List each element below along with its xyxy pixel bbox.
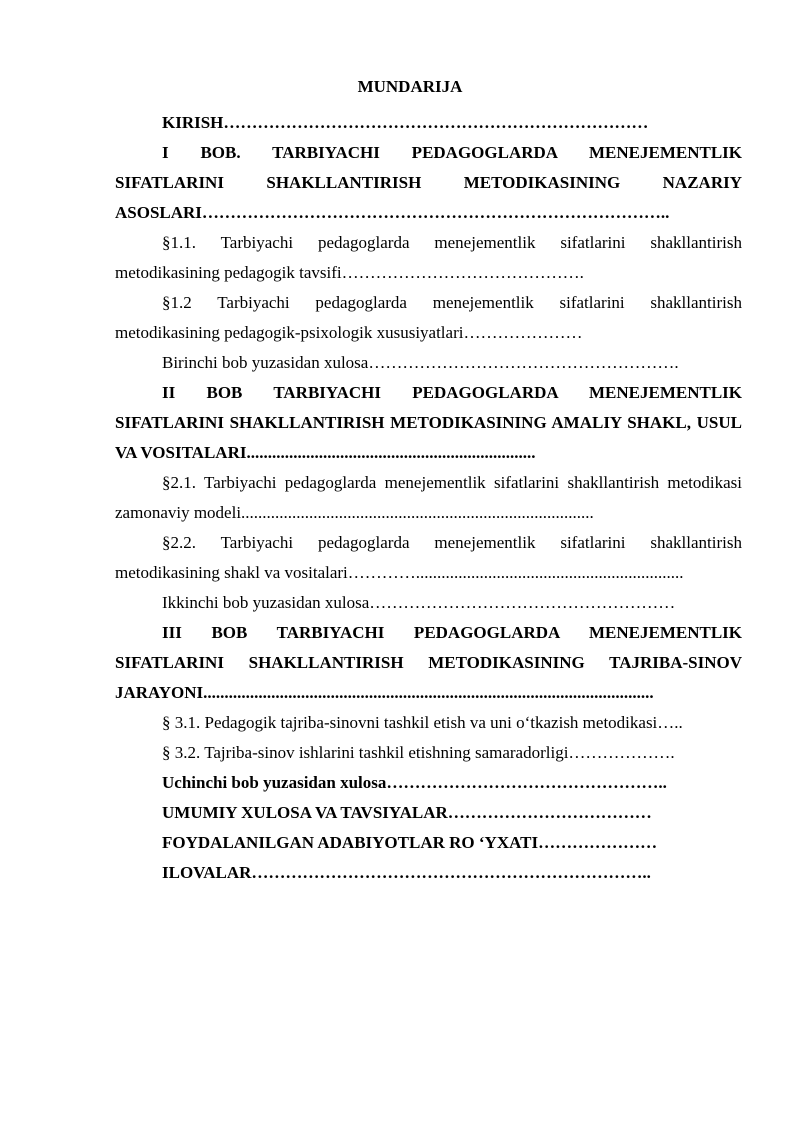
- toc-entry-chapter-3[interactable]: III BOB TARBIYACHI PEDAGOGLARDA MENEJEMENTLIK SIFATLARINI SHAKLLANTIRISH METODIKASINING TAJRIBA-SINOV JARAYONI..........................................................................................................: [115, 623, 742, 702]
- toc-entry-appendices[interactable]: ILOVALAR……………………………………………………………..: [162, 863, 651, 882]
- toc-entry-section-2-1[interactable]: §2.1. Tarbiyachi pedagoglarda menejementlik sifatlarini shakllantirish metodikasi zamonaviy modeli...................................................................................: [115, 473, 742, 522]
- toc-entry-chapter-1[interactable]: I BOB. TARBIYACHI PEDAGOGLARDA MENEJEMENTLIK SIFATLARINI SHAKLLANTIRISH METODIKASINING NAZARIY ASOSLARI………………………………………………………………………..: [115, 143, 742, 222]
- toc-entry-conclusion[interactable]: UMUMIY XULOSA VA TAVSIYALAR………………………………: [162, 803, 652, 822]
- toc-entry-section-3-2[interactable]: § 3.2. Tajriba-sinov ishlarini tashkil etishning samaradorligi……………….: [162, 743, 675, 762]
- toc-entry-section-3-1[interactable]: § 3.1. Pedagogik tajriba-sinovni tashkil etish va uni o‘tkazish metodikasi…..: [162, 713, 683, 732]
- toc-entry-references[interactable]: FOYDALANILGAN ADABIYOTLAR RO ‘YXATI…………………: [162, 833, 658, 852]
- toc-entry-chapter-1-summary[interactable]: Birinchi bob yuzasidan xulosa……………………………………………….: [162, 353, 679, 372]
- page-title: MUNDARIJA: [357, 77, 463, 96]
- toc-entry-kirish[interactable]: KIRISH…………………………………………………………………: [162, 113, 649, 132]
- toc-entry-section-2-2[interactable]: §2.2. Tarbiyachi pedagoglarda menejementlik sifatlarini shakllantirish metodikasining shakl va vositalari…………...............................................................: [115, 533, 742, 582]
- toc-entry-chapter-2-summary[interactable]: Ikkinchi bob yuzasidan xulosa………………………………………………: [162, 593, 676, 612]
- toc-entry-section-1-2[interactable]: §1.2 Tarbiyachi pedagoglarda menejementlik sifatlarini shakllantirish metodikasining pedagogik-psixologik xususiyatlari…………………: [115, 293, 742, 342]
- toc-entry-section-1-1[interactable]: §1.1. Tarbiyachi pedagoglarda menejementlik sifatlarini shakllantirish metodikasining pedagogik tavsifi…………………………………….: [115, 233, 742, 282]
- toc-entry-chapter-3-summary[interactable]: Uchinchi bob yuzasidan xulosa…………………………………………..: [162, 773, 667, 792]
- toc-entry-chapter-2[interactable]: II BOB TARBIYACHI PEDAGOGLARDA MENEJEMENTLIK SIFATLARINI SHAKLLANTIRISH METODIKASINING AMALIY SHAKL, USUL VA VOSITALARI....................................................................: [115, 383, 742, 462]
- table-of-contents: [115, 108, 742, 888]
